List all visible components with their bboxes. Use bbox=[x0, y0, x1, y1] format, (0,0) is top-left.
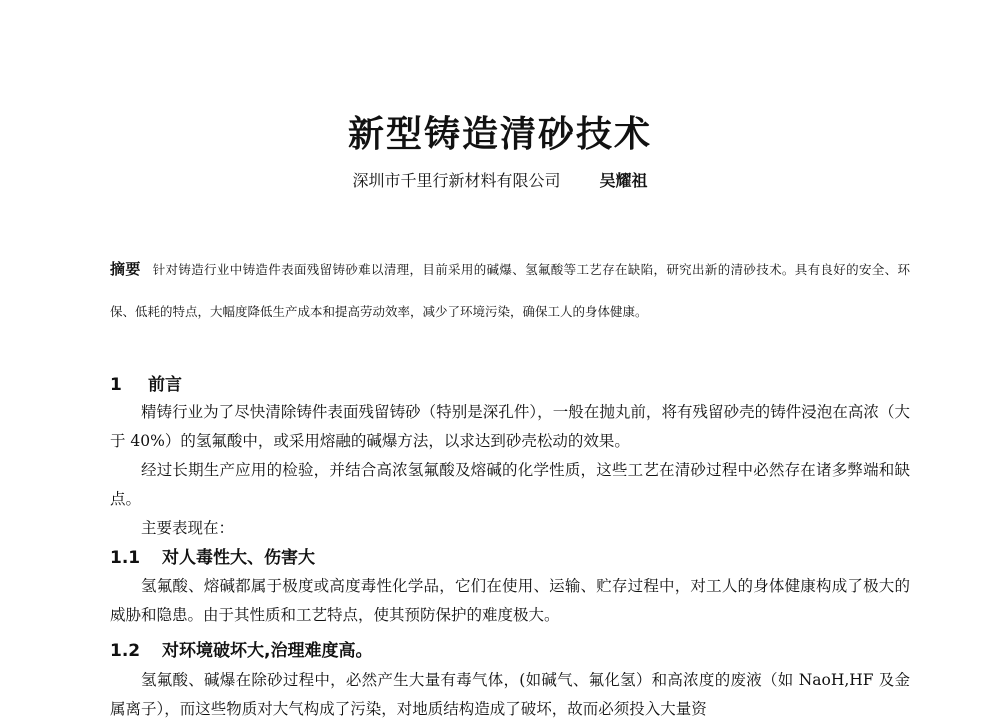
byline bbox=[0, 168, 1000, 191]
section-1-heading bbox=[110, 370, 182, 395]
abstract-text: 针对铸造行业中铸造件表面残留铸砂难以清理，目前采用的碱爆、氢氟酸等工艺存在缺陷，研究出新的清砂技术。具有良好的安全、环保、低耗的特点，大幅度降低生产成本和提高劳动效率，减少了环境污染，确保工人的身体健康。 bbox=[110, 262, 910, 319]
section-1-1-number: 1.1 bbox=[110, 548, 141, 568]
section-1-number: 1 bbox=[110, 375, 122, 395]
section-1-title: 前言 bbox=[148, 375, 182, 395]
paper-title: 新型铸造清砂技术 bbox=[347, 114, 652, 155]
section-1-1-heading bbox=[110, 543, 315, 568]
section-1-2-title: 对环境破坏大,治理难度高。 bbox=[162, 641, 373, 661]
section-1-1-title: 对人毒性大、伤害大 bbox=[162, 548, 315, 568]
section-1-2-heading bbox=[110, 636, 372, 661]
section-1-1-paragraph: 氢氟酸、熔碱都属于极度或高度毒性化学品，它们在使用、运输、贮存过程中，对工人的身体健康构成了极大的威胁和隐患。由于其性质和工艺特点，使其预防保护的难度极大。 bbox=[110, 577, 910, 624]
section-1-paragraph: 经过长期生产应用的检验，并结合高浓氢氟酸及熔碱的化学性质，这些工艺在清砂过程中必然存在诸多弊端和缺点。 bbox=[110, 461, 910, 508]
section-1-2-number: 1.2 bbox=[110, 641, 141, 661]
author-name: 吴耀祖 bbox=[599, 171, 648, 190]
section-1-paragraph: 主要表现在： bbox=[141, 519, 235, 537]
section-1-2-paragraph: 氢氟酸、碱爆在除砂过程中，必然产生大量有毒气体，(如碱气、氟化氢）和高浓度的废液（如 NaoH,HF 及金属离子），而这些物质对大气构成了污染，对地质结构造成了破坏，故而必须投入大量资 bbox=[110, 671, 910, 718]
section-1-paragraph: 精铸行业为了尽快清除铸件表面残留铸砂（特别是深孔件），一般在抛丸前，将有残留砂壳的铸件浸泡在高浓（大于 40%）的氢氟酸中，或采用熔融的碱爆方法，以求达到砂壳松动的效果。 bbox=[110, 403, 910, 450]
affiliation: 深圳市千里行新材料有限公司 bbox=[352, 171, 561, 190]
abstract-label: 摘要 bbox=[110, 260, 141, 278]
abstract bbox=[110, 248, 910, 333]
